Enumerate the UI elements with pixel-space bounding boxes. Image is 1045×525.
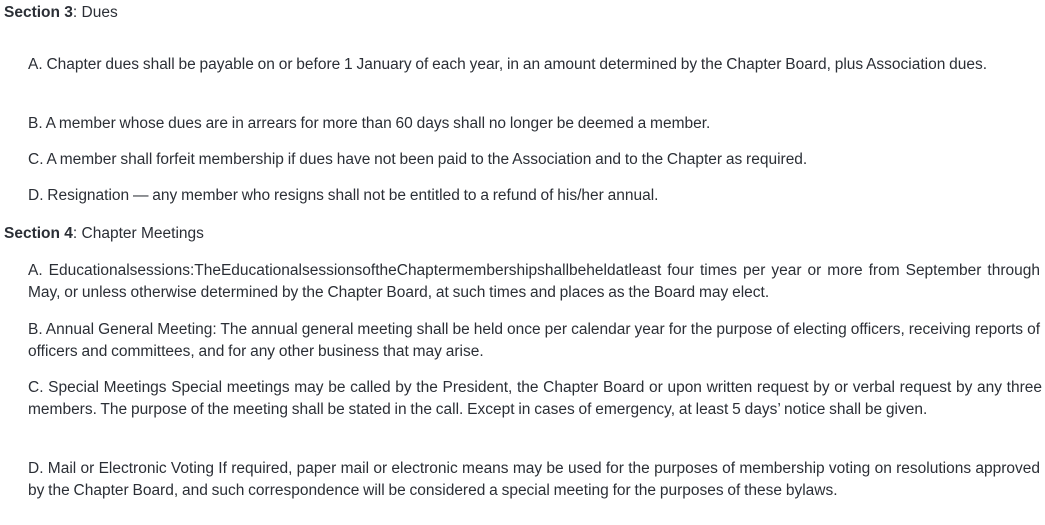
section-3-clause-b: B. A member whose dues are in arrears for more than 60 days shall no longer be deemed a member. [28,115,711,132]
section-4-heading [4,222,204,245]
section-4-clause-a: A. Educationalsessions:TheEducationalsessionsoftheChaptermembershipshallbeheldatleast four times per year or more from September through May, or unless otherwise determined by the Chapter Board, at such times and places as the Board may elect. [28,262,1040,301]
section-4-clause-c: C. Special Meetings Special meetings may be called by the President, the Chapter Board or upon written request by or verbal request by any three members. The purpose of the meeting shall be stated in the call. Except in cases of emergency, at least 5 days’ notice shall be given. [28,379,1042,418]
section-3-heading [4,1,118,24]
section-3-title: : Dues [72,4,118,21]
section-4-number: Section 4 [4,225,73,242]
section-3-number: Section 3 [4,4,73,21]
section-4-clause-b: B. Annual General Meeting: The annual general meeting shall be held once per calendar year for the purpose of electing officers, receiving reports of officers and committees, and for any other business that may arise. [28,321,1040,360]
section-3-clause-c: C. A member shall forfeit membership if dues have not been paid to the Association and to the Chapter as required. [28,151,808,168]
section-4-title: : Chapter Meetings [72,225,204,242]
section-3-clause-a: A. Chapter dues shall be payable on or before 1 January of each year, in an amount determined by the Chapter Board, plus Association dues. [28,56,988,73]
section-4-clause-d: D. Mail or Electronic Voting If required, paper mail or electronic means may be used for the purposes of membership voting on resolutions approved by the Chapter Board, and such correspondence will be considered a special meeting for the purposes of these bylaws. [28,460,1040,499]
section-3-clause-d: D. Resignation — any member who resigns shall not be entitled to a refund of his/her annual. [28,187,659,204]
